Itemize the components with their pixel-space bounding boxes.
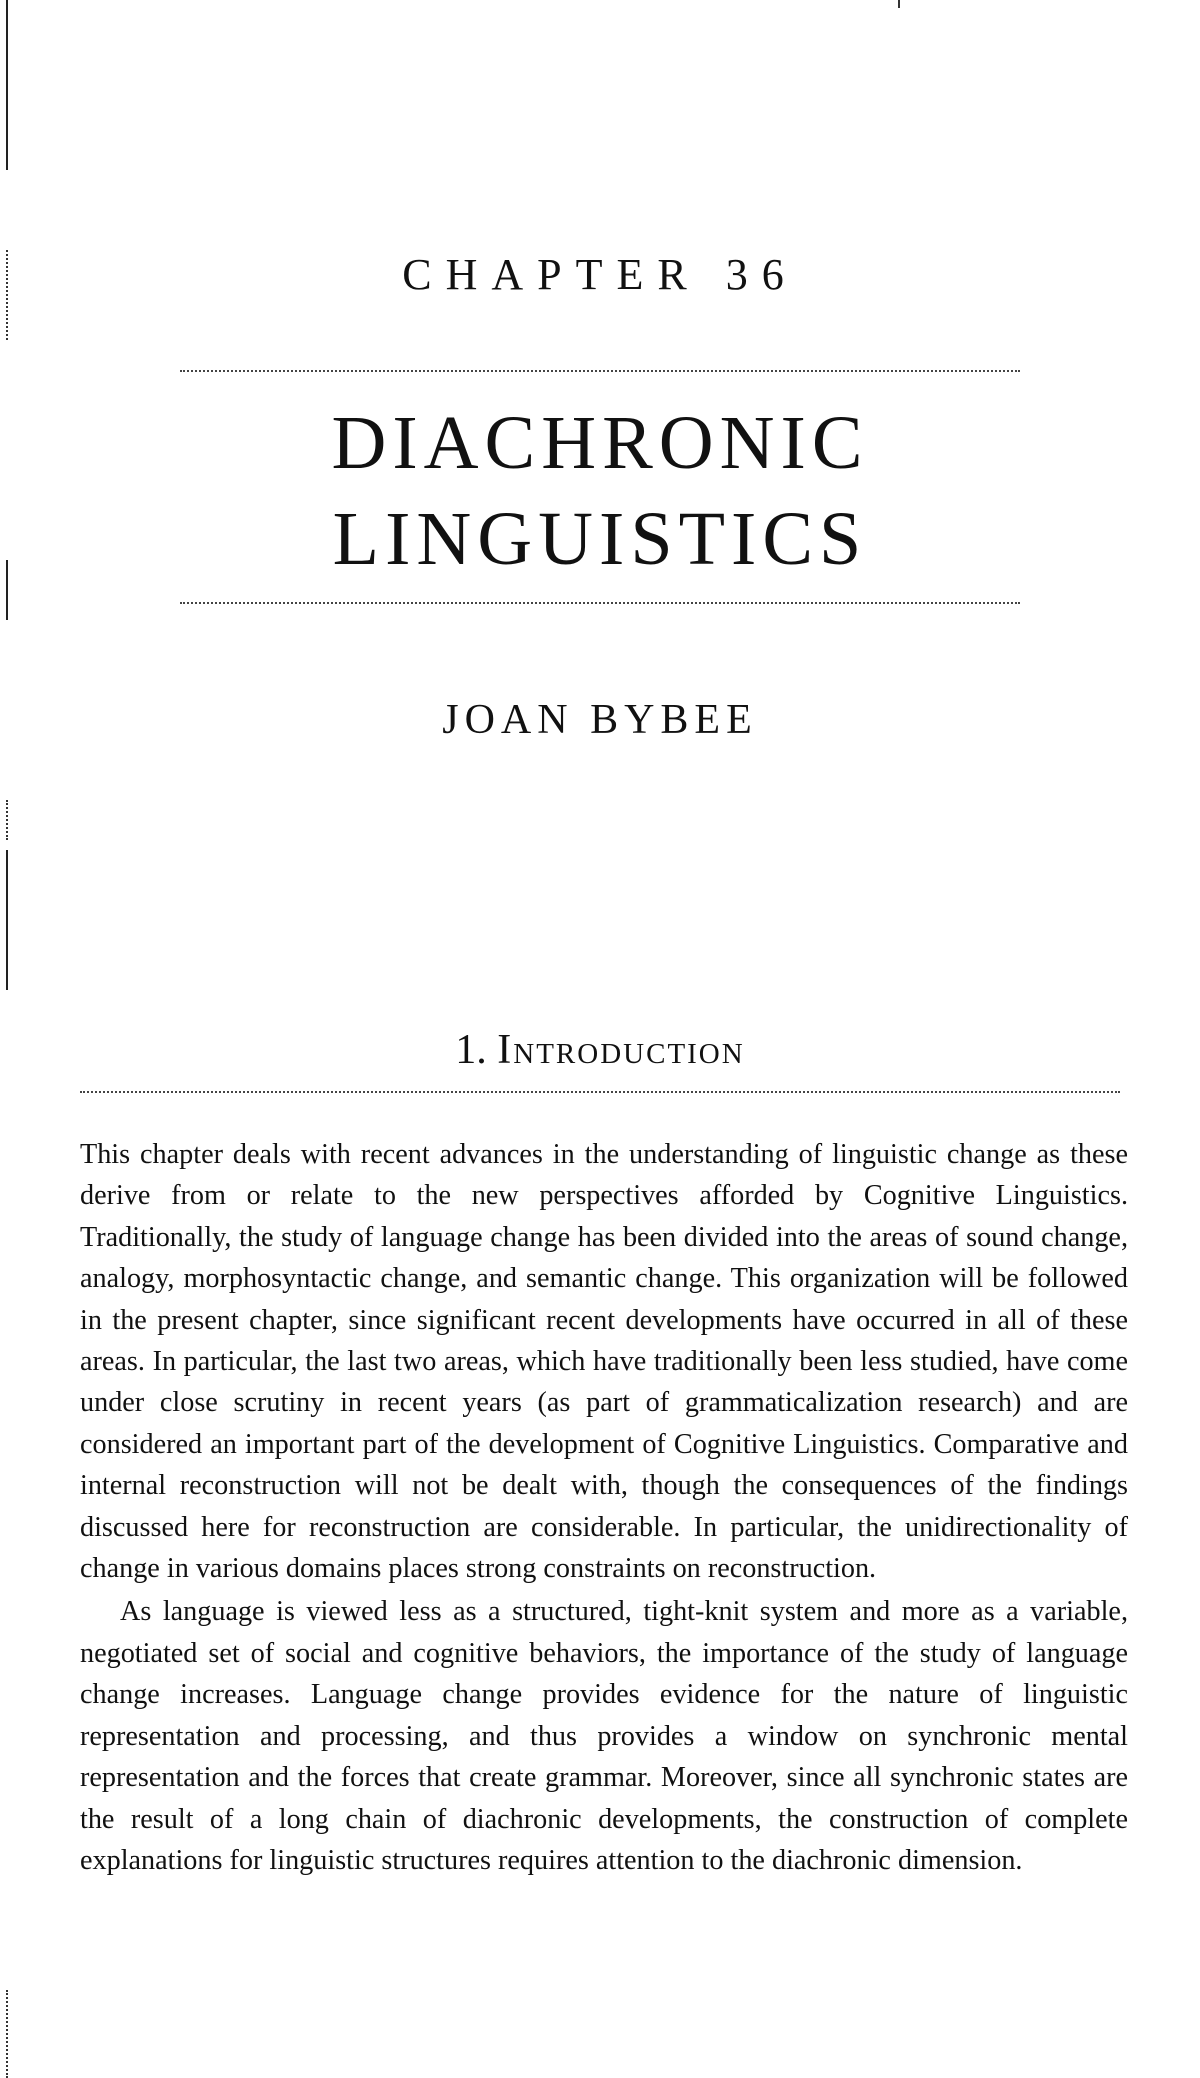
title-rule-bottom bbox=[180, 602, 1020, 604]
page-edge-mark bbox=[6, 1990, 10, 2078]
chapter-title-line-2: LINGUISTICS bbox=[332, 497, 868, 581]
page-edge-mark bbox=[6, 0, 8, 170]
section-rule bbox=[80, 1091, 1120, 1093]
paragraph: This chapter deals with recent advances in the understanding of linguistic change as these derive from or relate to the new perspectives afforded by Cognitive Linguistics. Traditionally, the study of language change has been divided into the areas of sound change, analogy, morphosyntactic change, and semantic change. This organization will be followed in the present chapter, since significant recent developments have occurred in all of these areas. In particular, the last two areas, which have traditionally been less studied, have come under close scrutiny in recent years (as part of grammaticalization research) and are considered an important part of the development of Cognitive Linguistics. Comparative and internal reconstruction will not be dealt with, though the consequences of the findings discussed here for reconstruction are considerable. In particular, the unidirectionality of change in various domains places strong constraints on reconstruction. bbox=[80, 1139, 1128, 1585]
title-rule-top bbox=[180, 370, 1020, 372]
section-heading bbox=[0, 1022, 1200, 1078]
chapter-label: CHAPTER 36 bbox=[402, 250, 798, 299]
author-name: JOAN BYBEE bbox=[442, 697, 758, 743]
body-text bbox=[80, 1134, 1128, 1881]
chapter-title bbox=[0, 395, 1200, 587]
page-edge-mark bbox=[6, 850, 8, 990]
section-number: 1. bbox=[455, 1027, 487, 1073]
page-edge-mark bbox=[6, 800, 10, 840]
page-edge-mark bbox=[898, 0, 900, 8]
chapter-title-line-1: DIACHRONIC bbox=[331, 401, 869, 485]
section-title: Introduction bbox=[497, 1027, 745, 1073]
paragraph: As language is viewed less as a structured, tight-knit system and more as a variable, negotiated set of social and cognitive behaviors, the importance of the study of language change increases. Language change provides evidence for the nature of linguistic representation and processing, and thus provides a window on synchronic mental representation and the forces that create grammar. Moreover, since all synchronic states are the result of a long chain of diachronic developments, the construction of complete explanations for linguistic structures requires attention to the diachronic dimension. bbox=[80, 1596, 1128, 1876]
